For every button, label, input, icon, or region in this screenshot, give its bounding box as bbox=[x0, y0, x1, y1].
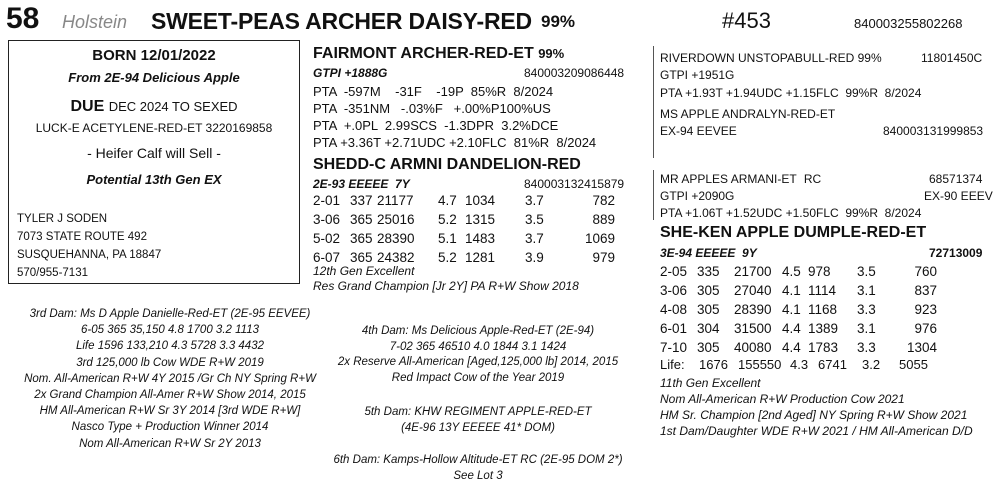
consignor-name: TYLER J SODEN bbox=[17, 213, 108, 225]
third-dam-note: Nasco Type + Production Winner 2014 bbox=[71, 421, 269, 434]
record-fat-pct: 4.7 bbox=[438, 193, 457, 208]
dam-dam-life bbox=[660, 357, 928, 372]
consignor-city: SUSQUEHANNA, PA 18847 bbox=[17, 249, 162, 261]
third-dam-note: Nom. All-American R+W 4Y 2015 /Gr Ch NY Spring R+W bbox=[24, 372, 316, 385]
record-age: 4-08 bbox=[660, 302, 688, 317]
record-fat: 1034 bbox=[465, 193, 496, 208]
record-age: 3-06 bbox=[660, 283, 688, 298]
record-protein: 1069 bbox=[584, 231, 615, 246]
record-fat-pct: 5.2 bbox=[438, 212, 457, 227]
animal-id: 840003255802268 bbox=[854, 16, 963, 31]
sire-percent: 99% bbox=[538, 46, 565, 61]
sire-pta-1: PTA -597M -31F -19P 85%R 8/2024 bbox=[313, 84, 554, 99]
dam-records-table bbox=[313, 191, 615, 267]
table-row bbox=[660, 300, 937, 319]
dam-sire-name bbox=[660, 172, 821, 186]
third-dam-record: 6-05 365 35,150 4.8 1700 3.2 1113 bbox=[81, 324, 259, 337]
fifth-dam-title: 5th Dam: KHW REGIMENT APPLE-RED-ET bbox=[364, 406, 592, 418]
record-milk: 28390 bbox=[377, 231, 415, 246]
fourth-dam-title: 4th Dam: Ms Delicious Apple-Red-ET (2E-94) bbox=[361, 325, 595, 337]
fourth-dam-record: 7-02 365 46510 4.0 1844 3.1 1424 bbox=[389, 340, 567, 353]
record-days: 335 bbox=[697, 264, 720, 279]
record-protein: 976 bbox=[914, 321, 937, 336]
third-dam-note: 2x Grand Champion All-Amer R+W Show 2014, 2015 bbox=[34, 389, 306, 402]
fifth-dam-score: (4E-96 13Y EEEEE 41* DOM) bbox=[401, 422, 555, 434]
record-days: 365 bbox=[350, 231, 373, 246]
record-fat-pct: 4.4 bbox=[782, 321, 801, 336]
table-row bbox=[313, 210, 615, 229]
service-sire: LUCK-E ACETYLENE-RED-ET 3220169858 bbox=[35, 121, 273, 135]
record-milk: 24382 bbox=[377, 250, 415, 265]
record-fat-pct: 4.4 bbox=[782, 340, 801, 355]
record-protein-pct: 3.1 bbox=[857, 321, 876, 336]
record-age: 5-02 bbox=[313, 231, 341, 246]
record-protein-pct: 3.3 bbox=[857, 340, 876, 355]
sire-pta-2: PTA -351NM -.03%F +.00%P100%US bbox=[313, 101, 551, 116]
life-protein: 5055 bbox=[899, 357, 928, 372]
fourth-dam-note: Red Impact Cow of the Year 2019 bbox=[391, 371, 565, 384]
dam-sire-pta: PTA +1.06T +1.52UDC +1.50FLC 99%R 8/2024 bbox=[660, 206, 922, 220]
dam-sire-rc: RC bbox=[803, 172, 822, 186]
record-fat: 1389 bbox=[808, 321, 839, 336]
sire-id: 840003209086448 bbox=[524, 66, 625, 80]
dam-note-gen: 12th Gen Excellent bbox=[313, 264, 415, 278]
record-fat-pct: 4.1 bbox=[782, 283, 801, 298]
table-row bbox=[660, 319, 937, 338]
fourth-dam-block bbox=[318, 324, 638, 386]
record-days: 304 bbox=[697, 321, 720, 336]
sire-pta-4: PTA +3.36T +2.71UDC +2.10FLC 81%R 8/2024 bbox=[313, 135, 597, 150]
heifer-calf-note: - Heifer Calf will Sell - bbox=[87, 145, 221, 161]
sire-name-text: FAIRMONT ARCHER-RED-ET bbox=[313, 45, 534, 62]
due-text: DEC 2024 TO SEXED bbox=[108, 99, 238, 114]
table-row bbox=[660, 262, 937, 281]
table-row bbox=[313, 229, 615, 248]
record-days: 365 bbox=[350, 250, 373, 265]
record-protein-pct: 3.7 bbox=[525, 193, 544, 208]
record-days: 337 bbox=[350, 193, 373, 208]
record-fat: 1483 bbox=[465, 231, 496, 246]
sire-sire-gtpi: GTPI +1951G bbox=[660, 68, 735, 82]
sire-sire-pta: PTA +1.93T +1.94UDC +1.15FLC 99%R 8/2024 bbox=[660, 86, 922, 100]
sixth-dam-block bbox=[318, 453, 638, 484]
record-age: 6-01 bbox=[660, 321, 688, 336]
potential-note: Potential 13th Gen EX bbox=[86, 172, 222, 187]
record-protein: 760 bbox=[914, 264, 937, 279]
record-protein-pct: 3.7 bbox=[525, 231, 544, 246]
record-days: 305 bbox=[697, 340, 720, 355]
record-milk: 27040 bbox=[734, 283, 772, 298]
record-fat-pct: 5.2 bbox=[438, 250, 457, 265]
life-milk: 155550 bbox=[738, 357, 782, 372]
record-protein: 1304 bbox=[906, 340, 937, 355]
due-line bbox=[9, 98, 299, 116]
sire-pta-3: PTA +.0PL 2.99SCS -1.3DPR 3.2%DCE bbox=[313, 118, 559, 133]
record-age: 2-01 bbox=[313, 193, 341, 208]
consignor-address: 7073 STATE ROUTE 492 bbox=[17, 231, 147, 243]
record-fat: 978 bbox=[808, 264, 831, 279]
record-fat: 1281 bbox=[465, 250, 496, 265]
record-days: 305 bbox=[697, 283, 720, 298]
third-dam-note: Nom All-American R+W Sr 2Y 2013 bbox=[79, 437, 261, 450]
record-protein: 923 bbox=[914, 302, 937, 317]
born-date: BORN 12/01/2022 bbox=[92, 47, 216, 64]
tag-number: #453 bbox=[722, 8, 771, 33]
record-fat-pct: 4.1 bbox=[782, 302, 801, 317]
record-protein-pct: 3.3 bbox=[857, 302, 876, 317]
record-protein-pct: 3.5 bbox=[525, 212, 544, 227]
record-protein: 782 bbox=[592, 193, 615, 208]
life-fat-pct: 4.3 bbox=[790, 357, 809, 372]
dam-note-show: Res Grand Champion [Jr 2Y] PA R+W Show 2018 bbox=[313, 279, 579, 293]
record-days: 365 bbox=[350, 212, 373, 227]
dam-sire-gtpi: GTPI +2090G bbox=[660, 189, 735, 203]
life-fat: 6741 bbox=[818, 357, 847, 372]
table-row bbox=[313, 191, 615, 210]
record-protein-pct: 3.1 bbox=[857, 283, 876, 298]
sixth-dam-note: See Lot 3 bbox=[453, 469, 503, 482]
sire-dam-name: MS APPLE ANDRALYN-RED-ET bbox=[660, 107, 836, 121]
dam-dam-note-1: 11th Gen Excellent bbox=[660, 376, 761, 390]
dam-sire-name-text: MR APPLES ARMANI-ET bbox=[660, 172, 797, 186]
from-dam: From 2E-94 Delicious Apple bbox=[68, 70, 240, 85]
record-fat: 1315 bbox=[465, 212, 496, 227]
record-fat: 1168 bbox=[808, 302, 838, 317]
third-dam-note: HM All-American R+W Sr 3Y 2014 [3rd WDE R+W] bbox=[39, 405, 301, 418]
born-info-box bbox=[8, 40, 300, 284]
life-label: Life: bbox=[660, 357, 685, 372]
dam-sire-score: EX-90 EEEV bbox=[924, 189, 993, 203]
sire-sire-reg: 11801450C bbox=[921, 51, 983, 65]
record-age: 6-07 bbox=[313, 250, 341, 265]
table-row bbox=[660, 338, 937, 357]
record-milk: 31500 bbox=[734, 321, 772, 336]
record-protein-pct: 3.5 bbox=[857, 264, 876, 279]
record-age: 7-10 bbox=[660, 340, 688, 355]
sire-gtpi: GTPI +1888G bbox=[313, 66, 388, 80]
sire-sire-name-text: RIVERDOWN UNSTOPABULL-RED bbox=[660, 51, 855, 65]
divider-dam-side bbox=[653, 170, 654, 220]
dam-score: 2E-93 EEEEE 7Y bbox=[313, 177, 410, 191]
percent-red: 99% bbox=[541, 12, 576, 31]
record-milk: 21177 bbox=[377, 193, 414, 208]
table-row bbox=[660, 281, 937, 300]
sire-sire-percent: 99% bbox=[857, 51, 882, 65]
record-milk: 25016 bbox=[377, 212, 415, 227]
dam-dam-name: SHE-KEN APPLE DUMPLE-RED-ET bbox=[660, 224, 927, 241]
record-protein: 979 bbox=[592, 250, 615, 265]
divider-sire-side bbox=[653, 46, 654, 158]
due-label: DUE bbox=[70, 98, 105, 115]
sire-dam-id: 840003131999853 bbox=[883, 124, 984, 138]
fourth-dam-note: 2x Reserve All-American [Aged,125,000 lb] 2014, 2015 bbox=[337, 356, 619, 368]
sire-dam-score: EX-94 EEVEE bbox=[660, 124, 737, 138]
dam-dam-note-3: HM Sr. Champion [2nd Aged] NY Spring R+W Show 2021 bbox=[660, 408, 968, 422]
record-milk: 21700 bbox=[734, 264, 772, 279]
dam-dam-score: 3E-94 EEEEE 9Y bbox=[660, 246, 757, 260]
life-protein-pct: 3.2 bbox=[862, 357, 881, 372]
sixth-dam-title: 6th Dam: Kamps-Hollow Altitude-ET RC (2E-95 DOM 2*) bbox=[333, 454, 623, 466]
sire-sire-name bbox=[660, 51, 882, 65]
life-days: 1676 bbox=[699, 357, 728, 372]
record-protein-pct: 3.9 bbox=[525, 250, 544, 265]
record-fat-pct: 4.5 bbox=[782, 264, 801, 279]
record-age: 2-05 bbox=[660, 264, 688, 279]
record-fat: 1783 bbox=[808, 340, 839, 355]
sire-name bbox=[313, 45, 564, 63]
record-fat-pct: 5.1 bbox=[438, 231, 457, 246]
dam-dam-records-table bbox=[660, 262, 937, 357]
lot-number: 58 bbox=[6, 2, 40, 35]
third-dam-life: Life 1596 133,210 4.3 5728 3.3 4432 bbox=[75, 340, 264, 353]
dam-dam-reg: 72713009 bbox=[929, 246, 983, 260]
consignor-phone: 570/955-7131 bbox=[17, 267, 88, 279]
record-milk: 28390 bbox=[734, 302, 772, 317]
dam-name: SHEDD-C ARMNI DANDELION-RED bbox=[313, 156, 581, 173]
fifth-dam-block bbox=[318, 404, 638, 436]
third-dam-block bbox=[0, 306, 340, 452]
record-protein: 837 bbox=[914, 283, 937, 298]
breed-label: Holstein bbox=[62, 12, 128, 32]
third-dam-title: 3rd Dam: Ms D Apple Danielle-Red-ET (2E-95 EEVEE) bbox=[29, 308, 311, 320]
dam-id: 840003132415879 bbox=[524, 177, 625, 191]
animal-name: SWEET-PEAS ARCHER DAISY-RED bbox=[151, 8, 532, 34]
dam-sire-reg: 68571374 bbox=[929, 172, 983, 186]
record-protein: 889 bbox=[592, 212, 615, 227]
record-milk: 40080 bbox=[734, 340, 772, 355]
dam-dam-note-4: 1st Dam/Daughter WDE R+W 2021 / HM All-American D/D bbox=[660, 424, 973, 438]
dam-dam-note-2: Nom All-American R+W Production Cow 2021 bbox=[660, 392, 905, 406]
third-dam-note: 3rd 125,000 lb Cow WDE R+W 2019 bbox=[76, 356, 264, 369]
record-days: 305 bbox=[697, 302, 720, 317]
record-age: 3-06 bbox=[313, 212, 341, 227]
record-fat: 1114 bbox=[808, 283, 837, 298]
